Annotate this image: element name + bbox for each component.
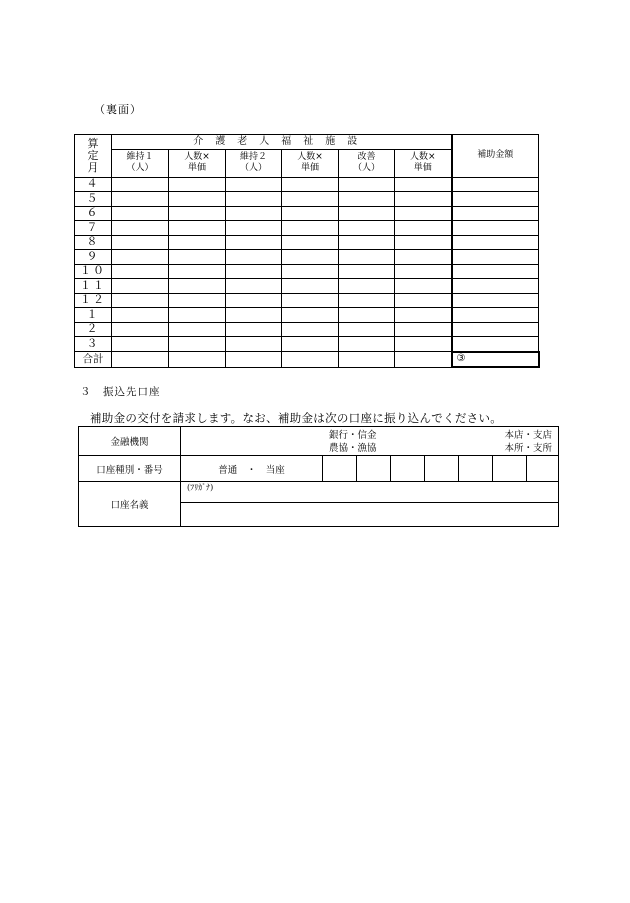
input-cell[interactable] <box>282 177 339 192</box>
input-cell[interactable] <box>395 250 452 265</box>
total-label: 合計 <box>75 352 112 368</box>
month-row <box>75 206 539 221</box>
input-cell[interactable] <box>169 250 226 265</box>
input-cell[interactable] <box>112 308 169 323</box>
input-cell[interactable] <box>282 293 339 308</box>
subsidy-amount-cell[interactable] <box>452 192 539 207</box>
column-header: 維持１ （人） <box>112 149 169 177</box>
input-cell[interactable] <box>226 337 282 352</box>
column-header: 改善 （人） <box>339 149 395 177</box>
subsidy-amount-cell[interactable] <box>452 235 539 250</box>
input-cell[interactable] <box>226 322 282 337</box>
input-cell[interactable] <box>169 279 226 294</box>
input-cell[interactable] <box>169 206 226 221</box>
subsidy-amount-cell[interactable] <box>452 264 539 279</box>
subsidy-amount-cell[interactable] <box>452 322 539 337</box>
subsidy-amount-cell[interactable] <box>452 177 539 192</box>
input-cell[interactable] <box>112 322 169 337</box>
column-header: 維持２ （人） <box>226 149 282 177</box>
input-cell[interactable] <box>282 322 339 337</box>
column-header: 人数× 単価 <box>395 149 452 177</box>
input-cell[interactable] <box>282 279 339 294</box>
subsidy-amount-cell[interactable] <box>452 206 539 221</box>
input-cell[interactable] <box>169 177 226 192</box>
account-holder-label: 口座名義 <box>79 482 181 527</box>
month-label: １１ <box>75 279 112 294</box>
input-cell[interactable] <box>112 250 169 265</box>
input-cell[interactable] <box>282 337 339 352</box>
facility-title: 介護老人福祉施設 <box>112 135 452 150</box>
input-cell[interactable] <box>112 293 169 308</box>
institution-field[interactable] <box>181 427 559 456</box>
input-cell[interactable] <box>169 221 226 236</box>
input-cell[interactable] <box>339 322 395 337</box>
input-cell[interactable] <box>339 250 395 265</box>
month-row <box>75 235 539 250</box>
month-label: １２ <box>75 293 112 308</box>
account-type-label: 口座種別・番号 <box>79 456 181 482</box>
account-digit-cell[interactable] <box>459 456 493 482</box>
input-cell[interactable] <box>169 352 226 368</box>
branch-type: 本店・支店 本所・支所 <box>504 430 552 454</box>
input-cell[interactable] <box>169 192 226 207</box>
month-label: ６ <box>75 206 112 221</box>
input-cell[interactable] <box>169 235 226 250</box>
month-row <box>75 337 539 352</box>
subsidy-amount-cell[interactable] <box>452 293 539 308</box>
input-cell[interactable] <box>339 221 395 236</box>
input-cell[interactable] <box>395 308 452 323</box>
account-digit-cell[interactable] <box>323 456 357 482</box>
input-cell[interactable] <box>226 293 282 308</box>
account-digit-cell[interactable] <box>493 456 527 482</box>
input-cell[interactable] <box>395 206 452 221</box>
month-label: ５ <box>75 192 112 207</box>
month-label: １ <box>75 308 112 323</box>
input-cell[interactable] <box>112 221 169 236</box>
input-cell[interactable] <box>395 352 452 368</box>
bank-type: 銀行・信金 農協・漁協 <box>329 430 377 454</box>
input-cell[interactable] <box>339 337 395 352</box>
input-cell[interactable] <box>339 177 395 192</box>
input-cell[interactable] <box>339 293 395 308</box>
input-cell[interactable] <box>112 206 169 221</box>
input-cell[interactable] <box>282 221 339 236</box>
input-cell[interactable] <box>169 308 226 323</box>
month-row <box>75 192 539 207</box>
month-row <box>75 279 539 294</box>
account-holder-field[interactable] <box>181 503 559 527</box>
input-cell[interactable] <box>112 192 169 207</box>
input-cell[interactable] <box>339 352 395 368</box>
input-cell[interactable] <box>112 177 169 192</box>
input-cell[interactable] <box>395 221 452 236</box>
account-type-options[interactable]: 普通 ・ 当座 <box>181 456 323 482</box>
month-label: ９ <box>75 250 112 265</box>
input-cell[interactable] <box>339 206 395 221</box>
account-digit-cell[interactable] <box>527 456 559 482</box>
month-label: ２ <box>75 322 112 337</box>
input-cell[interactable] <box>339 235 395 250</box>
subsidy-amount-cell[interactable] <box>452 308 539 323</box>
input-cell[interactable] <box>226 235 282 250</box>
subsidy-amount-cell[interactable] <box>452 221 539 236</box>
input-cell[interactable] <box>169 293 226 308</box>
subsidy-amount-header: 補助金額 <box>452 135 539 178</box>
input-cell[interactable] <box>282 235 339 250</box>
request-text: 補助金の交付を請求します。なお、補助金は次の口座に振り込んでください。 <box>90 411 503 425</box>
input-cell[interactable] <box>339 264 395 279</box>
month-row <box>75 264 539 279</box>
input-cell[interactable] <box>395 322 452 337</box>
month-label: ７ <box>75 221 112 236</box>
input-cell[interactable] <box>226 352 282 368</box>
furigana-field[interactable]: (ﾌﾘｶﾞﾅ) <box>181 482 559 503</box>
input-cell[interactable] <box>226 221 282 236</box>
input-cell[interactable] <box>226 264 282 279</box>
section-heading: ３ 振込先口座 <box>80 386 161 398</box>
input-cell[interactable] <box>395 337 452 352</box>
input-cell[interactable] <box>226 250 282 265</box>
month-row <box>75 293 539 308</box>
account-digit-cell[interactable] <box>391 456 425 482</box>
month-label: １０ <box>75 264 112 279</box>
total-marker: ③ <box>456 353 466 365</box>
input-cell[interactable] <box>226 308 282 323</box>
account-digit-cell[interactable] <box>425 456 459 482</box>
input-cell[interactable] <box>282 352 339 368</box>
input-cell[interactable] <box>112 235 169 250</box>
input-cell[interactable] <box>282 206 339 221</box>
input-cell[interactable] <box>226 192 282 207</box>
month-label: ８ <box>75 235 112 250</box>
input-cell[interactable] <box>169 264 226 279</box>
month-row <box>75 308 539 323</box>
month-label: ４ <box>75 177 112 192</box>
input-cell[interactable] <box>395 177 452 192</box>
month-row <box>75 221 539 236</box>
input-cell[interactable] <box>169 337 226 352</box>
input-cell[interactable] <box>282 308 339 323</box>
input-cell[interactable] <box>112 279 169 294</box>
input-cell[interactable] <box>112 352 169 368</box>
input-cell[interactable] <box>395 192 452 207</box>
institution-label: 金融機関 <box>79 427 181 456</box>
input-cell[interactable] <box>339 279 395 294</box>
subsidy-amount-cell[interactable] <box>452 250 539 265</box>
page-label: （裏面） <box>94 103 142 116</box>
month-row <box>75 250 539 265</box>
calc-month-header: 算 定 月 <box>75 135 112 178</box>
monthly-subsidy-table <box>74 134 540 368</box>
subsidy-amount-cell[interactable] <box>452 279 539 294</box>
input-cell[interactable] <box>339 308 395 323</box>
input-cell[interactable] <box>282 192 339 207</box>
input-cell[interactable] <box>226 206 282 221</box>
input-cell[interactable] <box>339 192 395 207</box>
input-cell[interactable] <box>395 264 452 279</box>
input-cell[interactable] <box>226 177 282 192</box>
input-cell[interactable] <box>169 322 226 337</box>
input-cell[interactable] <box>112 337 169 352</box>
month-row <box>75 177 539 192</box>
subsidy-amount-cell[interactable] <box>452 337 539 352</box>
month-row <box>75 322 539 337</box>
input-cell[interactable] <box>282 250 339 265</box>
input-cell[interactable] <box>395 279 452 294</box>
account-digit-cell[interactable] <box>357 456 391 482</box>
input-cell[interactable] <box>282 264 339 279</box>
column-header: 人数× 単価 <box>282 149 339 177</box>
input-cell[interactable] <box>395 235 452 250</box>
input-cell[interactable] <box>226 279 282 294</box>
input-cell[interactable] <box>112 264 169 279</box>
month-label: ３ <box>75 337 112 352</box>
input-cell[interactable] <box>395 293 452 308</box>
bank-account-table <box>78 426 559 527</box>
column-header: 人数× 単価 <box>169 149 226 177</box>
total-subsidy-cell[interactable] <box>452 352 539 368</box>
